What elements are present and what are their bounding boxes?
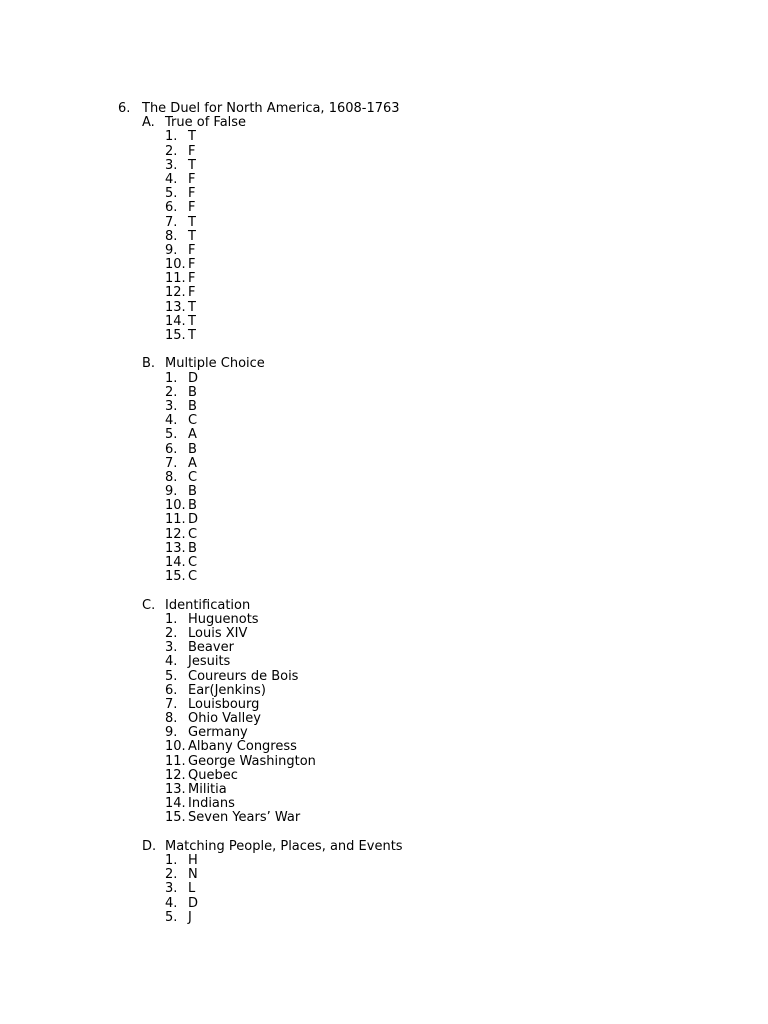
answer-number: 1. <box>165 611 178 627</box>
answer-item <box>0 499 768 513</box>
answer-item <box>0 130 768 144</box>
answer-number: 10. <box>165 257 186 273</box>
section-heading <box>0 116 768 130</box>
answer-item <box>0 244 768 258</box>
answer-item <box>0 613 768 627</box>
answer-item <box>0 230 768 244</box>
answer-item <box>0 471 768 485</box>
answer-number: 5. <box>165 668 178 684</box>
answer-number: 10. <box>165 498 186 514</box>
answer-number: 5. <box>165 909 178 925</box>
answer-item <box>0 655 768 669</box>
answer-number: 2. <box>165 143 178 159</box>
answer-value: Militia <box>188 782 227 797</box>
answer-number: 13. <box>165 782 186 797</box>
answer-item <box>0 301 768 315</box>
answer-number: 12. <box>165 526 186 542</box>
section-letter: A. <box>142 115 155 131</box>
section-heading <box>0 357 768 371</box>
answer-item <box>0 726 768 740</box>
answer-value: C <box>188 569 198 585</box>
answer-number: 4. <box>165 413 178 429</box>
answer-number: 11. <box>165 753 186 769</box>
answer-value: Quebec <box>188 767 238 783</box>
chapter-title: The Duel for North America, 1608-1763 <box>142 101 400 116</box>
answer-item <box>0 173 768 187</box>
answer-number: 8. <box>165 469 178 485</box>
chapter-heading <box>0 102 768 116</box>
answer-item <box>0 513 768 527</box>
answer-value: Germany <box>188 725 248 741</box>
answer-item <box>0 258 768 272</box>
answer-number: 2. <box>165 384 178 400</box>
answer-item <box>0 329 768 343</box>
answer-value: Louis XIV <box>188 625 248 641</box>
section-letter: C. <box>142 597 156 613</box>
answer-item <box>0 201 768 215</box>
answer-number: 3. <box>165 881 178 897</box>
answer-item <box>0 216 768 230</box>
answer-number: 2. <box>165 625 178 641</box>
answer-item <box>0 386 768 400</box>
section-letter: D. <box>142 838 157 854</box>
answer-value: J <box>188 909 192 925</box>
answer-item <box>0 783 768 797</box>
answer-number: 1. <box>165 852 178 868</box>
answer-value: George Washington <box>188 753 316 769</box>
answer-number: 1. <box>165 370 178 386</box>
section-spacer <box>0 826 768 840</box>
answer-item <box>0 769 768 783</box>
answer-number: 7. <box>165 214 178 230</box>
answer-value: F <box>188 200 196 216</box>
answer-number: 14. <box>165 796 186 812</box>
answer-item <box>0 698 768 712</box>
answer-value: N <box>188 867 198 883</box>
answer-value: T <box>188 214 196 230</box>
answer-value: T <box>188 299 196 315</box>
answer-number: 3. <box>165 398 178 414</box>
answer-number: 13. <box>165 299 186 315</box>
answer-value: D <box>188 895 199 911</box>
answer-item <box>0 400 768 414</box>
answer-value: F <box>188 285 196 301</box>
answer-value: T <box>188 228 196 244</box>
answer-item <box>0 542 768 556</box>
answer-value: H <box>188 852 198 868</box>
answer-value: Albany Congress <box>188 739 297 755</box>
answer-number: 4. <box>165 895 178 911</box>
answer-number: 5. <box>165 427 178 443</box>
answer-item <box>0 428 768 442</box>
answer-number: 13. <box>165 540 186 556</box>
answer-value: B <box>188 384 197 400</box>
section-letter: B. <box>142 356 156 372</box>
answer-value: A <box>188 427 197 443</box>
answer-value: C <box>188 469 198 485</box>
answer-item <box>0 712 768 726</box>
answer-item <box>0 372 768 386</box>
answer-value: Louisbourg <box>188 696 260 712</box>
answer-item <box>0 627 768 641</box>
answer-number: 10. <box>165 739 186 755</box>
answer-number: 15. <box>165 569 186 585</box>
answer-value: F <box>188 271 196 287</box>
answer-item <box>0 868 768 882</box>
answer-value: Indians <box>188 796 235 812</box>
answer-number: 15. <box>165 810 186 826</box>
answer-item <box>0 911 768 925</box>
answer-value: Seven Years’ War <box>188 810 301 826</box>
answer-item <box>0 740 768 754</box>
answer-value: C <box>188 555 198 570</box>
section-heading <box>0 840 768 854</box>
answer-value: Ear(Jenkins) <box>188 682 266 698</box>
answer-item <box>0 315 768 329</box>
answer-value: D <box>188 512 199 528</box>
section-title: True of False <box>165 115 247 131</box>
answer-item <box>0 755 768 769</box>
answer-item <box>0 556 768 570</box>
answer-number: 3. <box>165 157 178 173</box>
answer-number: 14. <box>165 313 186 329</box>
answer-value: B <box>188 441 197 457</box>
answer-number: 6. <box>165 682 178 698</box>
answer-number: 2. <box>165 867 178 883</box>
answer-item <box>0 797 768 811</box>
answer-item <box>0 670 768 684</box>
chapter-number: 6. <box>118 101 131 116</box>
answer-item <box>0 457 768 471</box>
answer-value: L <box>188 881 196 897</box>
answer-number: 4. <box>165 171 178 187</box>
answer-value: F <box>188 171 196 187</box>
answer-value: F <box>188 257 196 273</box>
answer-value: C <box>188 526 198 542</box>
answer-value: B <box>188 398 197 414</box>
answer-value: Huguenots <box>188 611 259 627</box>
answer-key-page <box>0 102 768 925</box>
answer-number: 11. <box>165 271 186 287</box>
answer-item <box>0 159 768 173</box>
answer-item <box>0 187 768 201</box>
answer-value: Coureurs de Bois <box>188 668 299 684</box>
answer-value: T <box>188 313 196 329</box>
answer-item <box>0 684 768 698</box>
answer-number: 9. <box>165 242 178 258</box>
answer-item <box>0 897 768 911</box>
answer-value: B <box>188 498 197 514</box>
answer-item <box>0 145 768 159</box>
answer-item <box>0 286 768 300</box>
answer-number: 6. <box>165 200 178 216</box>
answer-number: 9. <box>165 484 178 500</box>
section-title: Identification <box>165 597 251 613</box>
answer-item <box>0 641 768 655</box>
answer-value: T <box>188 129 196 145</box>
answer-value: F <box>188 143 196 159</box>
section-heading <box>0 599 768 613</box>
answer-number: 14. <box>165 555 186 570</box>
answer-value: F <box>188 186 196 202</box>
answer-value: B <box>188 484 197 500</box>
answer-item <box>0 528 768 542</box>
answer-number: 9. <box>165 725 178 741</box>
answer-item <box>0 443 768 457</box>
answer-value: C <box>188 413 198 429</box>
answer-item <box>0 882 768 896</box>
answer-item <box>0 272 768 286</box>
answer-number: 7. <box>165 696 178 712</box>
sections-container <box>0 116 768 925</box>
section-spacer <box>0 343 768 357</box>
answer-value: A <box>188 455 197 471</box>
answer-number: 4. <box>165 654 178 670</box>
answer-item <box>0 854 768 868</box>
answer-value: Beaver <box>188 640 234 656</box>
answer-value: Ohio Valley <box>188 711 261 727</box>
answer-number: 3. <box>165 640 178 656</box>
answer-number: 11. <box>165 512 186 528</box>
answer-item <box>0 414 768 428</box>
answer-number: 6. <box>165 441 178 457</box>
answer-number: 12. <box>165 285 186 301</box>
answer-item <box>0 811 768 825</box>
answer-number: 15. <box>165 328 186 343</box>
answer-value: T <box>188 157 196 173</box>
answer-item <box>0 485 768 499</box>
answer-value: Jesuits <box>188 654 231 670</box>
answer-number: 8. <box>165 228 178 244</box>
answer-number: 8. <box>165 711 178 727</box>
answer-number: 7. <box>165 455 178 471</box>
answer-item <box>0 570 768 584</box>
answer-value: T <box>188 328 196 343</box>
answer-number: 1. <box>165 129 178 145</box>
answer-number: 12. <box>165 767 186 783</box>
section-title: Multiple Choice <box>165 356 265 372</box>
answer-number: 5. <box>165 186 178 202</box>
answer-value: B <box>188 540 197 556</box>
section-title: Matching People, Places, and Events <box>165 838 403 854</box>
answer-value: F <box>188 242 196 258</box>
answer-value: D <box>188 370 199 386</box>
section-spacer <box>0 584 768 598</box>
